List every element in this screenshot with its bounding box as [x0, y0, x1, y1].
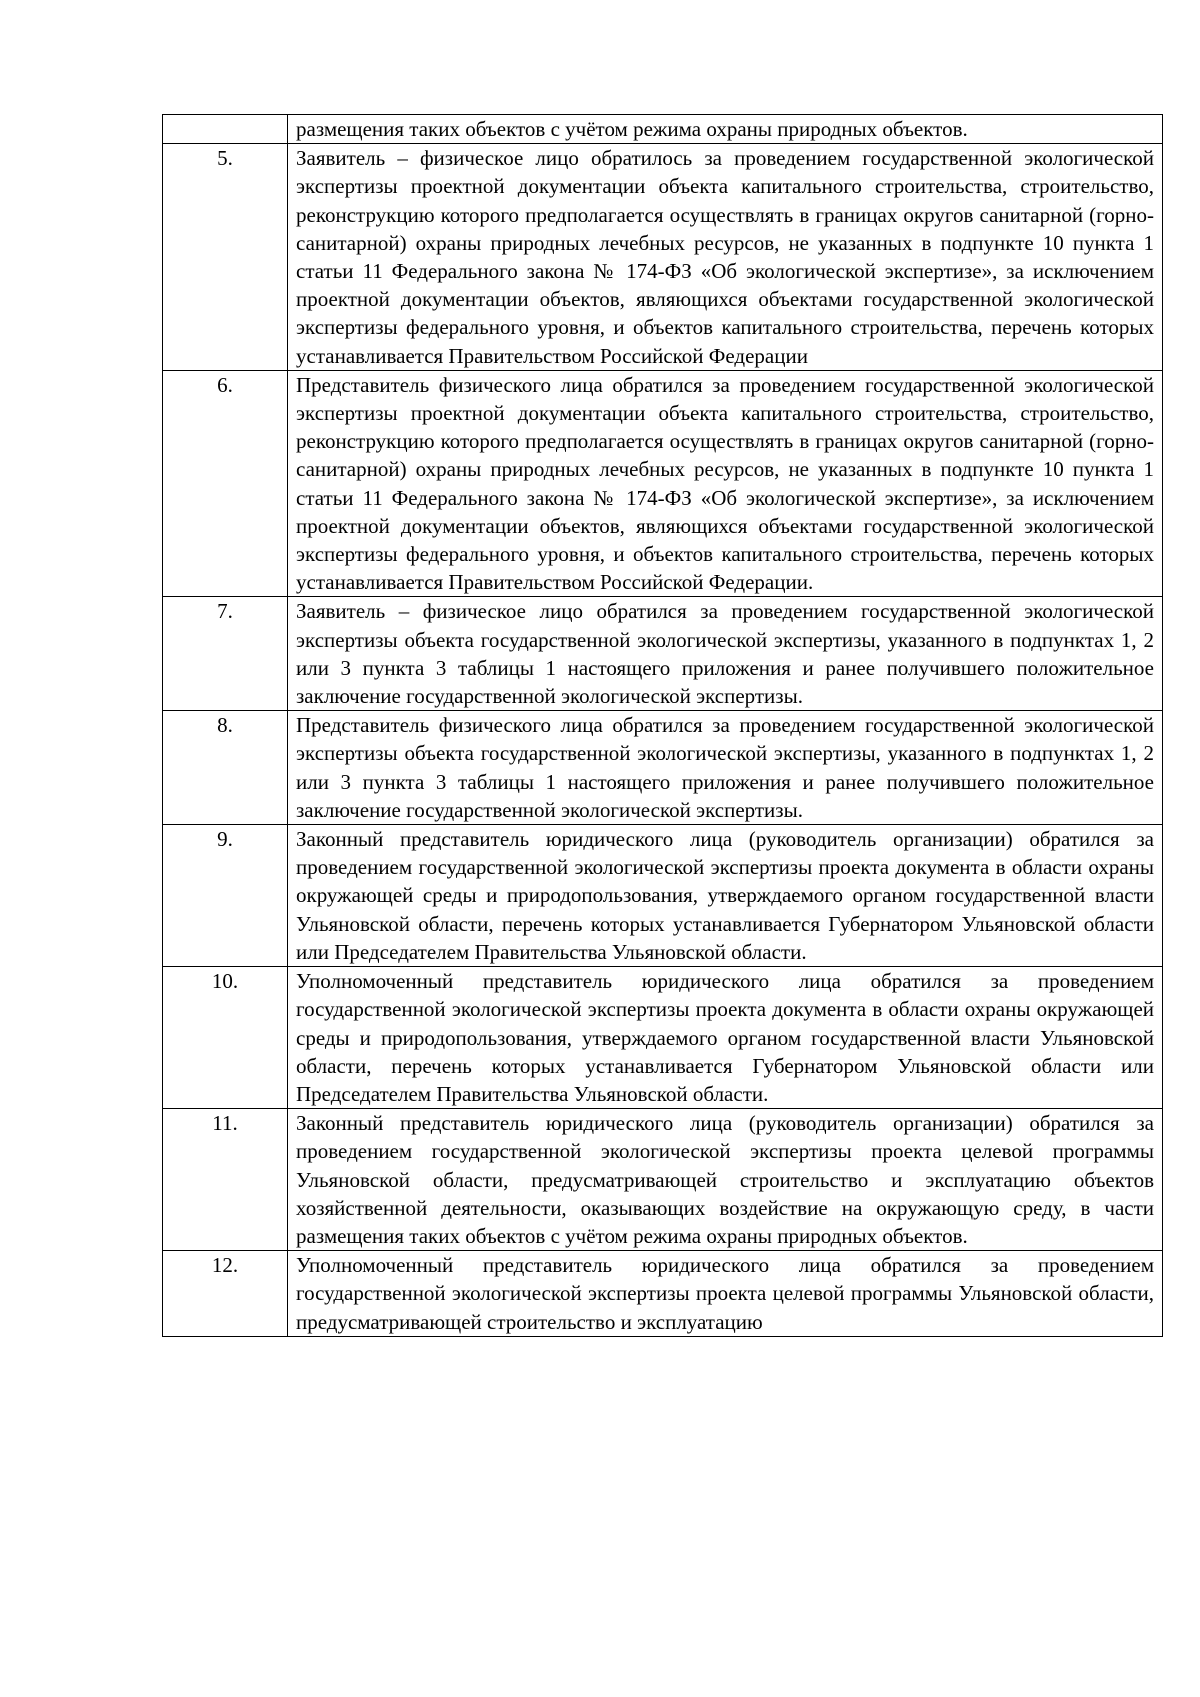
row-number: 10. — [163, 967, 288, 1109]
row-description — [288, 1251, 1163, 1337]
row-description — [288, 711, 1163, 825]
table-row — [163, 144, 1163, 371]
row-description — [288, 967, 1163, 1109]
row-description — [288, 115, 1163, 144]
row-number: 9. — [163, 825, 288, 967]
table-row — [163, 967, 1163, 1109]
applicant-variants-table — [162, 114, 1163, 1337]
row-description — [288, 144, 1163, 371]
table-row — [163, 370, 1163, 597]
table-row — [163, 115, 1163, 144]
row-text: Законный представитель юридического лица (руководитель организации) обратился за проведением государственной экологической экспертизы проекта целевой программы Ульяновской области, предусматривающей строительство и эксплуатацию объектов хозяйственной деятельности, оказывающих воздействие на окружающую среду, в части размещения таких объектов с учётом режима охраны природных объектов. — [296, 1111, 1154, 1248]
table-row — [163, 1251, 1163, 1337]
row-text: Представитель физического лица обратился за проведением государственной экологической экспертизы проектной документации объекта капитального строительства, строительство, реконструкцию которого предполагается осуществлять в границах округов санитарной (горно-санитарной) охраны природных лечебных ресурсов, не указанных в подпункте 10 пункта 1 статьи 11 Федерального закона № 174-ФЗ «Об экологической экспертизе», за исключением проектной документации объектов, являющихся объектами государственной экологической экспертизы федерального уровня, и объектов капитального строительства, перечень которых устанавливается Правительством Российской Федерации. — [296, 372, 1154, 595]
row-text: Законный представитель юридического лица (руководитель организации) обратился за проведением государственной экологической экспертизы проекта документа в области охраны окружающей среды и природопользования, утверждаемого органом государственной власти Ульяновской области, перечень которых устанавливается Губернатором Ульяновской области или Председателем Правительства Ульяновской области. — [296, 827, 1154, 964]
row-number: 6. — [163, 370, 288, 597]
row-number: 5. — [163, 144, 288, 371]
row-number — [163, 115, 288, 144]
row-number: 8. — [163, 711, 288, 825]
row-number: 7. — [163, 597, 288, 711]
row-number: 11. — [163, 1109, 288, 1251]
table-row — [163, 1109, 1163, 1251]
table-row — [163, 711, 1163, 825]
row-description — [288, 370, 1163, 597]
row-text: Уполномоченный представитель юридического лица обратился за проведением государственной экологической экспертизы проекта целевой программы Ульяновской области, предусматривающей строительство и эксплуатацию — [296, 1253, 1154, 1334]
row-text: Уполномоченный представитель юридического лица обратился за проведением государственной экологической экспертизы проекта документа в области охраны окружающей среды и природопользования, утверждаемого органом государственной власти Ульяновской области, перечень которых устанавливается Губернатором Ульяновской области или Председателем Правительства Ульяновской области. — [296, 969, 1154, 1106]
row-text: Заявитель – физическое лицо обратилось за проведением государственной экологической экспертизы проектной документации объекта капитального строительства, строительство, реконструкцию которого предполагается осуществлять в границах округов санитарной (горно-санитарной) охраны природных лечебных ресурсов, не указанных в подпункте 10 пункта 1 статьи 11 Федерального закона № 174-ФЗ «Об экологической экспертизе», за исключением проектной документации объектов, являющихся объектами государственной экологической экспертизы федерального уровня, и объектов капитального строительства, перечень которых устанавливается Правительством Российской Федерации — [296, 146, 1154, 368]
row-description — [288, 825, 1163, 967]
row-description — [288, 597, 1163, 711]
row-description — [288, 1109, 1163, 1251]
table-row — [163, 597, 1163, 711]
row-number: 12. — [163, 1251, 288, 1337]
row-text: Заявитель – физическое лицо обратился за проведением государственной экологической экспертизы объекта государственной экологической экспертизы, указанного в подпунктах 1, 2 или 3 пункта 3 таблицы 1 настоящего приложения и ранее получившего положительное заключение государственной экологической экспертизы. — [296, 599, 1154, 709]
table-row — [163, 825, 1163, 967]
row-text: размещения таких объектов с учётом режима охраны природных объектов. — [296, 117, 968, 141]
row-text: Представитель физического лица обратился за проведением государственной экологической экспертизы объекта государственной экологической экспертизы, указанного в подпунктах 1, 2 или 3 пункта 3 таблицы 1 настоящего приложения и ранее получившего положительное заключение государственной экологической экспертизы. — [296, 713, 1154, 822]
